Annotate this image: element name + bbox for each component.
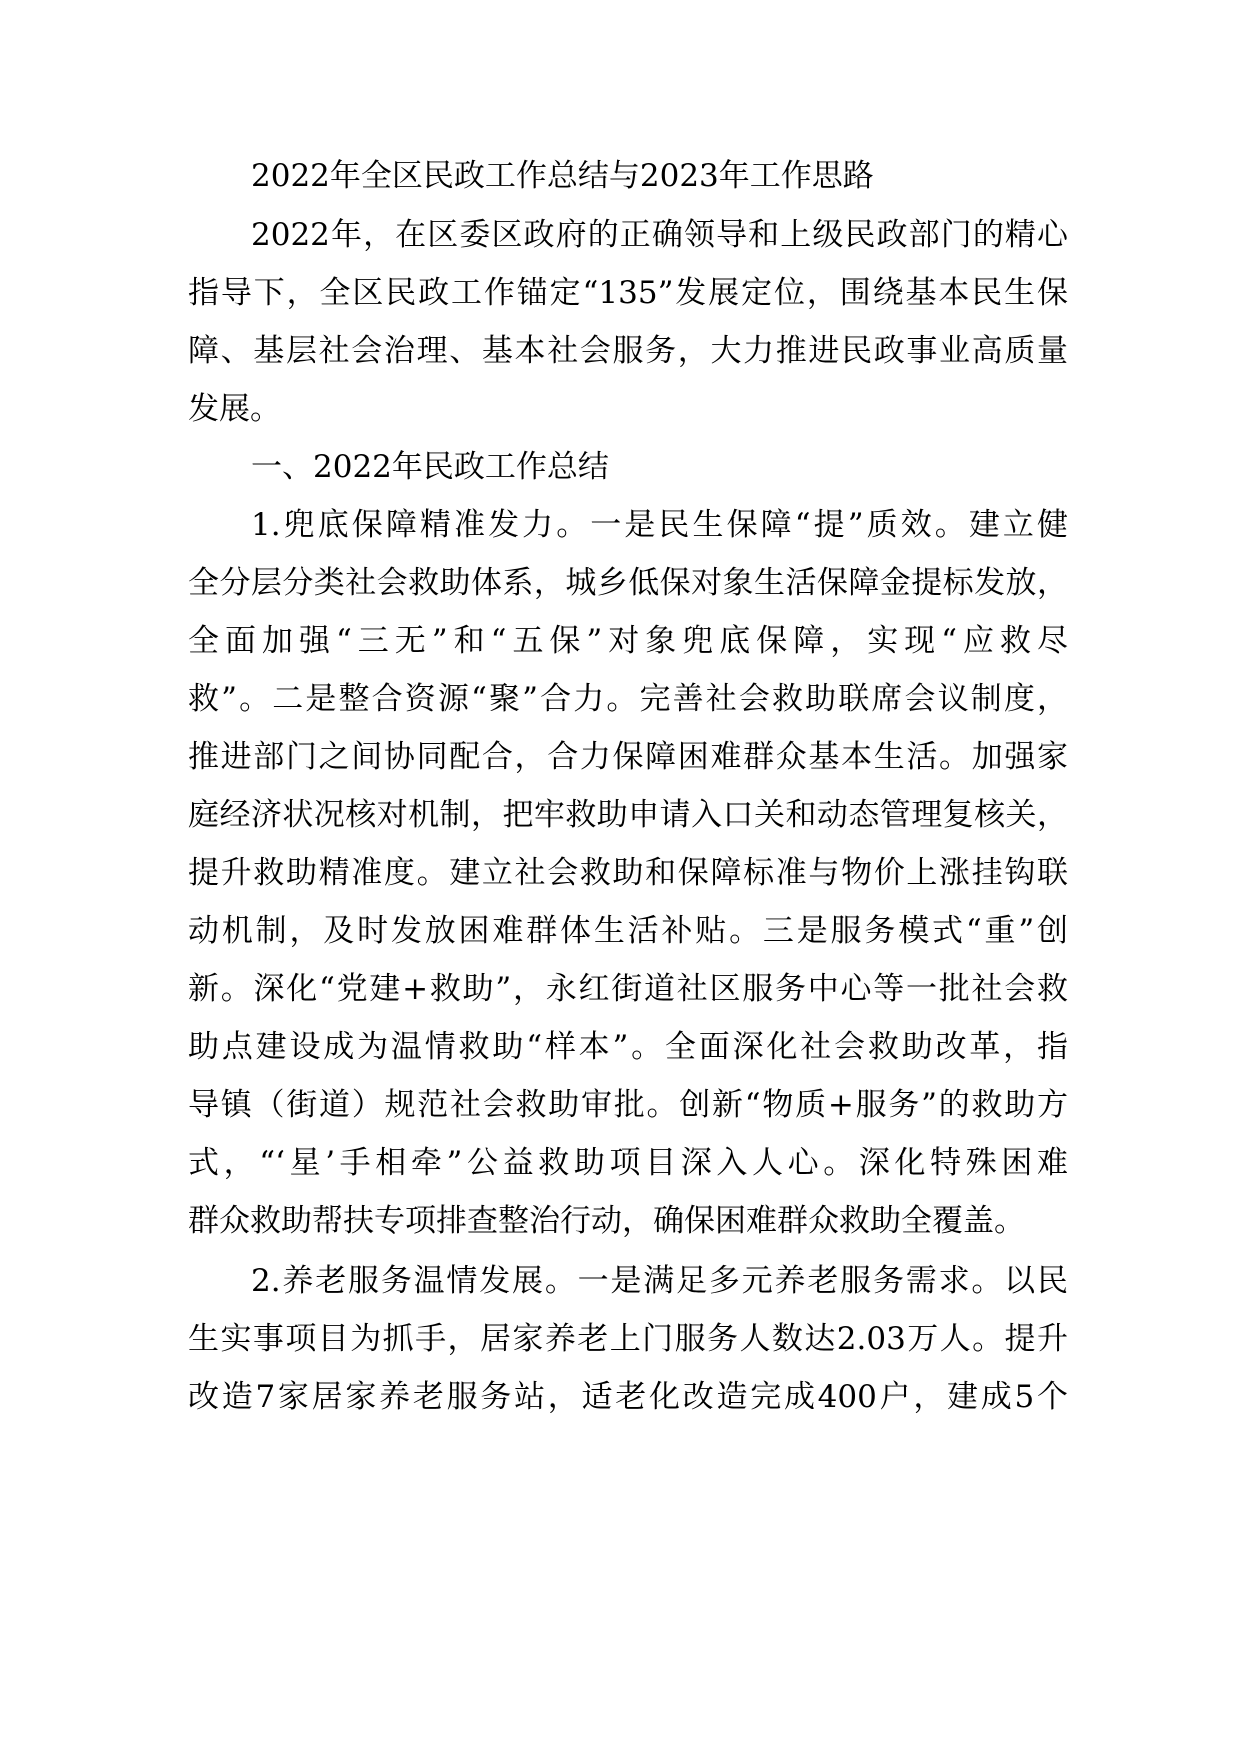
paragraph-line: 助点建设成为温情救助“样本”。全面深化社会救助改革，指 <box>188 1029 1068 1065</box>
paragraph-line: 生实事项目为抓手，居家养老上门服务人数达2.03万人。提升 <box>188 1321 1068 1357</box>
paragraph-line: 动机制，及时发放困难群体生活补贴。三是服务模式“重”创 <box>188 913 1068 949</box>
paragraph-line: 改造7家居家养老服务站，适老化改造完成400户，建成5个 <box>188 1379 1068 1415</box>
paragraph-line: 式，“‘星’手相牵”公益救助项目深入人心。深化特殊困难 <box>188 1145 1068 1181</box>
paragraph-line: 发展。 <box>188 391 281 427</box>
paragraph-line: 指导下，全区民政工作锚定“135”发展定位，围绕基本民生保 <box>188 275 1068 311</box>
paragraph-line: 推进部门之间协同配合，合力保障困难群众基本生活。加强家 <box>188 739 1068 775</box>
paragraph-line: 提升救助精准度。建立社会救助和保障标准与物价上涨挂钩联 <box>188 855 1068 891</box>
section-heading: 一、2022年民政工作总结 <box>251 449 609 485</box>
paragraph-line: 庭经济状况核对机制，把牢救助申请入口关和动态管理复核关， <box>188 797 1068 833</box>
paragraph-line: 导镇（街道）规范社会救助审批。创新“物质+服务”的救助方 <box>188 1087 1068 1123</box>
paragraph-line: 新。深化“党建+救助”，永红街道社区服务中心等一批社会救 <box>188 971 1068 1007</box>
paragraph-line: 群众救助帮扶专项排查整治行动，确保困难群众救助全覆盖。 <box>188 1203 1025 1239</box>
paragraph-line: 障、基层社会治理、基本社会服务，大力推进民政事业高质量 <box>188 333 1068 369</box>
paragraph-line: 全分层分类社会救助体系，城乡低保对象生活保障金提标发放， <box>188 565 1068 601</box>
paragraph-line: 2022年，在区委区政府的正确领导和上级民政部门的精心 <box>251 217 1068 253</box>
document-title: 2022年全区民政工作总结与2023年工作思路 <box>251 158 874 194</box>
paragraph-line: 救”。二是整合资源“聚”合力。完善社会救助联席会议制度， <box>188 681 1068 717</box>
paragraph-line: 2.养老服务温情发展。一是满足多元养老服务需求。以民 <box>251 1263 1068 1299</box>
paragraph-line: 1.兜底保障精准发力。一是民生保障“提”质效。建立健 <box>251 507 1068 543</box>
paragraph-line: 全面加强“三无”和“五保”对象兜底保障，实现“应救尽 <box>188 623 1068 659</box>
